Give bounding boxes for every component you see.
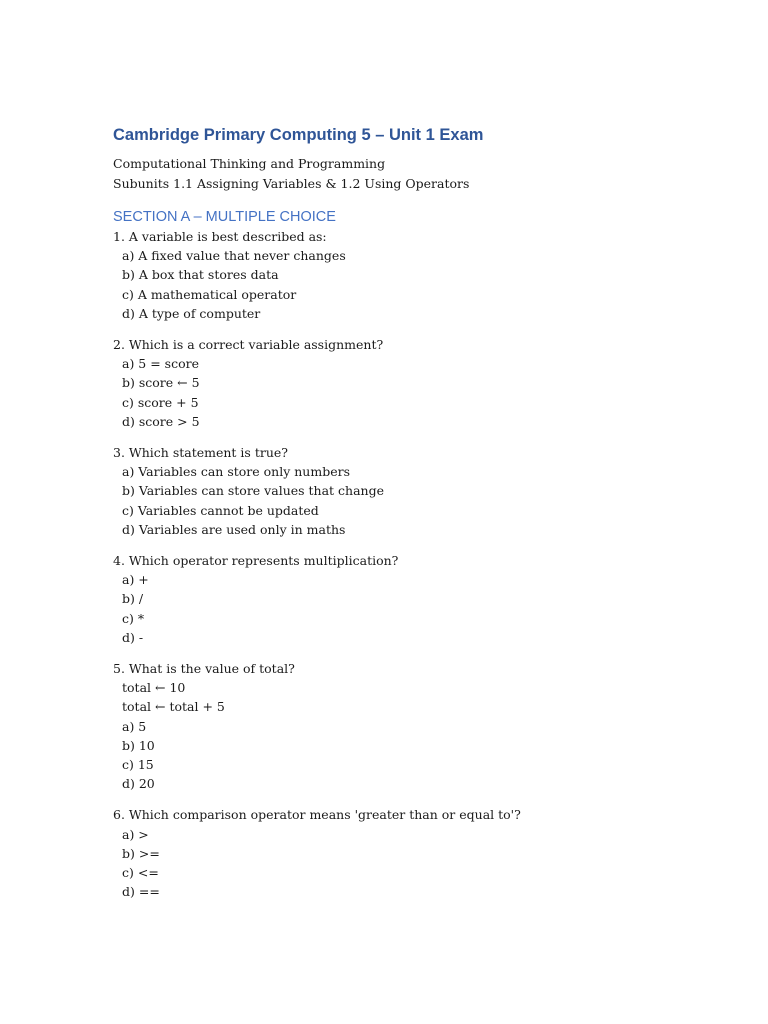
question-text: 1. A variable is best described as: (113, 229, 327, 244)
exam-title: Cambridge Primary Computing 5 – Unit 1 Exam (113, 126, 484, 144)
answer-option: b) A box that stores data (122, 267, 279, 283)
section-a-heading: SECTION A – MULTIPLE CHOICE (113, 209, 336, 225)
answer-option: a) > (122, 826, 149, 842)
answer-option: c) Variables cannot be updated (122, 502, 319, 518)
question-list (113, 227, 713, 902)
answer-option: b) Variables can store values that change (122, 483, 385, 499)
answer-option: a) 5 (122, 718, 147, 734)
question-2 (113, 335, 713, 431)
question-1 (113, 227, 713, 323)
question-text: 3. Which statement is true? (113, 445, 288, 461)
question-text: 5. What is the value of total? (113, 661, 295, 677)
answer-option: b) 10 (122, 737, 155, 753)
answer-option: b) >= (122, 845, 160, 861)
answer-option: a) Variables can store only numbers (122, 464, 350, 480)
answer-option: d) A type of computer (122, 305, 261, 321)
question-text: 2. Which is a correct variable assignment? (113, 337, 384, 353)
question-6 (113, 805, 713, 901)
answer-option: c) A mathematical operator (122, 286, 297, 302)
question-5 (113, 659, 713, 793)
answer-option: d) 20 (122, 776, 155, 792)
answer-option: b) / (122, 591, 144, 607)
answer-option: d) - (122, 629, 144, 645)
answer-option: c) <= (122, 865, 159, 881)
code-line: total ← 10 (122, 680, 186, 696)
question-3 (113, 443, 713, 539)
exam-subunits: Subunits 1.1 Assigning Variables & 1.2 Using Operators (113, 176, 470, 191)
question-text: 4. Which operator represents multiplication? (113, 553, 399, 569)
code-line: total ← total + 5 (122, 699, 225, 715)
exam-subtitle: Computational Thinking and Programming (113, 156, 386, 171)
answer-option: c) 15 (122, 757, 154, 773)
question-4 (113, 551, 713, 647)
answer-option: d) score > 5 (122, 413, 200, 429)
exam-page (113, 124, 713, 914)
answer-option: c) score + 5 (122, 394, 199, 410)
answer-option: a) + (122, 572, 149, 588)
answer-option: a) A fixed value that never changes (122, 248, 346, 264)
question-text: 6. Which comparison operator means 'greater than or equal to'? (113, 807, 521, 823)
answer-option: d) == (122, 884, 160, 900)
answer-option: a) 5 = score (122, 356, 199, 372)
answer-option: b) score ← 5 (122, 375, 200, 391)
answer-option: c) * (122, 610, 145, 626)
answer-option: d) Variables are used only in maths (122, 521, 346, 537)
